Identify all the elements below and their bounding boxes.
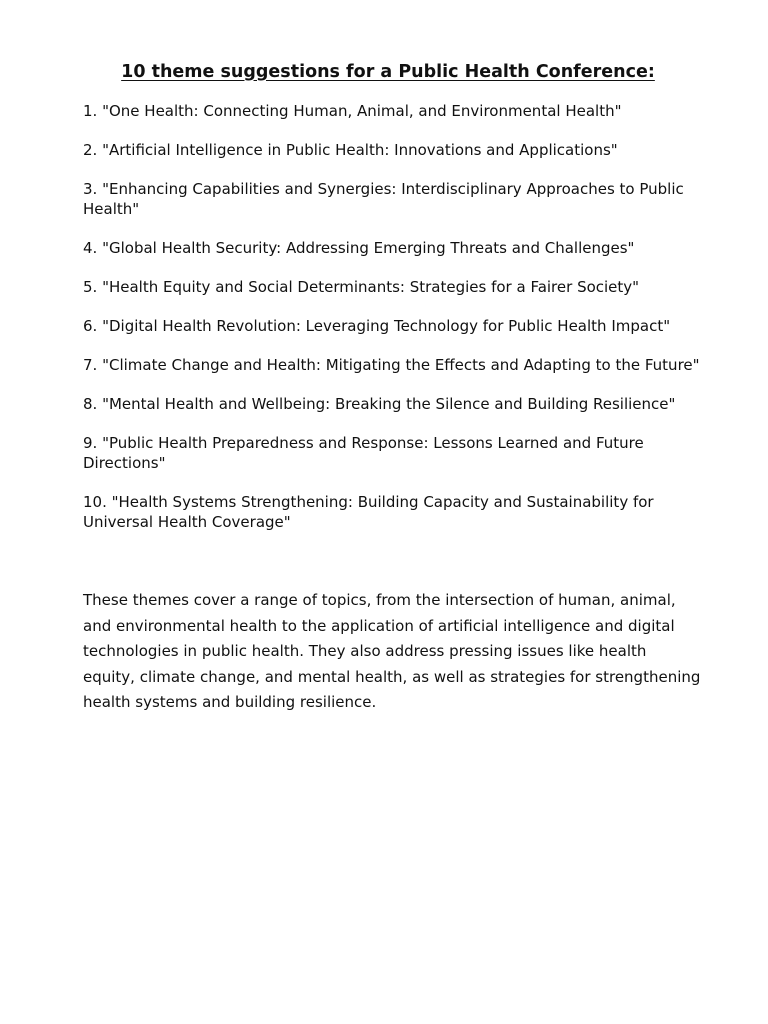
theme-item-4: 4. "Global Health Security: Addressing Emerging Threats and Challenges" [83, 239, 635, 257]
theme-item-8: 8. "Mental Health and Wellbeing: Breaking the Silence and Building Resilience" [83, 395, 676, 413]
document-title: 10 theme suggestions for a Public Health Conference: [121, 62, 655, 82]
theme-item-7: 7. "Climate Change and Health: Mitigating the Effects and Adapting to the Future" [83, 356, 700, 374]
summary-paragraph: These themes cover a range of topics, from the intersection of human, animal, and environmental health to the application of artificial intelligence and digital technologies in public health. They also address pressing issues like health equity, climate change, and mental health, as well as strategies for strengthening health systems and building resilience. [83, 591, 701, 711]
theme-item-2: 2. "Artificial Intelligence in Public Health: Innovations and Applications" [83, 141, 618, 159]
theme-item-9: 9. "Public Health Preparedness and Response: Lessons Learned and Future Directions" [83, 434, 644, 472]
theme-item-1: 1. "One Health: Connecting Human, Animal, and Environmental Health" [83, 102, 622, 120]
theme-item-10: 10. "Health Systems Strengthening: Building Capacity and Sustainability for Universal Health Coverage" [83, 493, 654, 531]
theme-list [83, 101, 703, 551]
theme-item-6: 6. "Digital Health Revolution: Leveraging Technology for Public Health Impact" [83, 317, 671, 335]
theme-item-3: 3. "Enhancing Capabilities and Synergies: Interdisciplinary Approaches to Public Health" [83, 180, 684, 218]
theme-item-5: 5. "Health Equity and Social Determinants: Strategies for a Fairer Society" [83, 278, 640, 296]
